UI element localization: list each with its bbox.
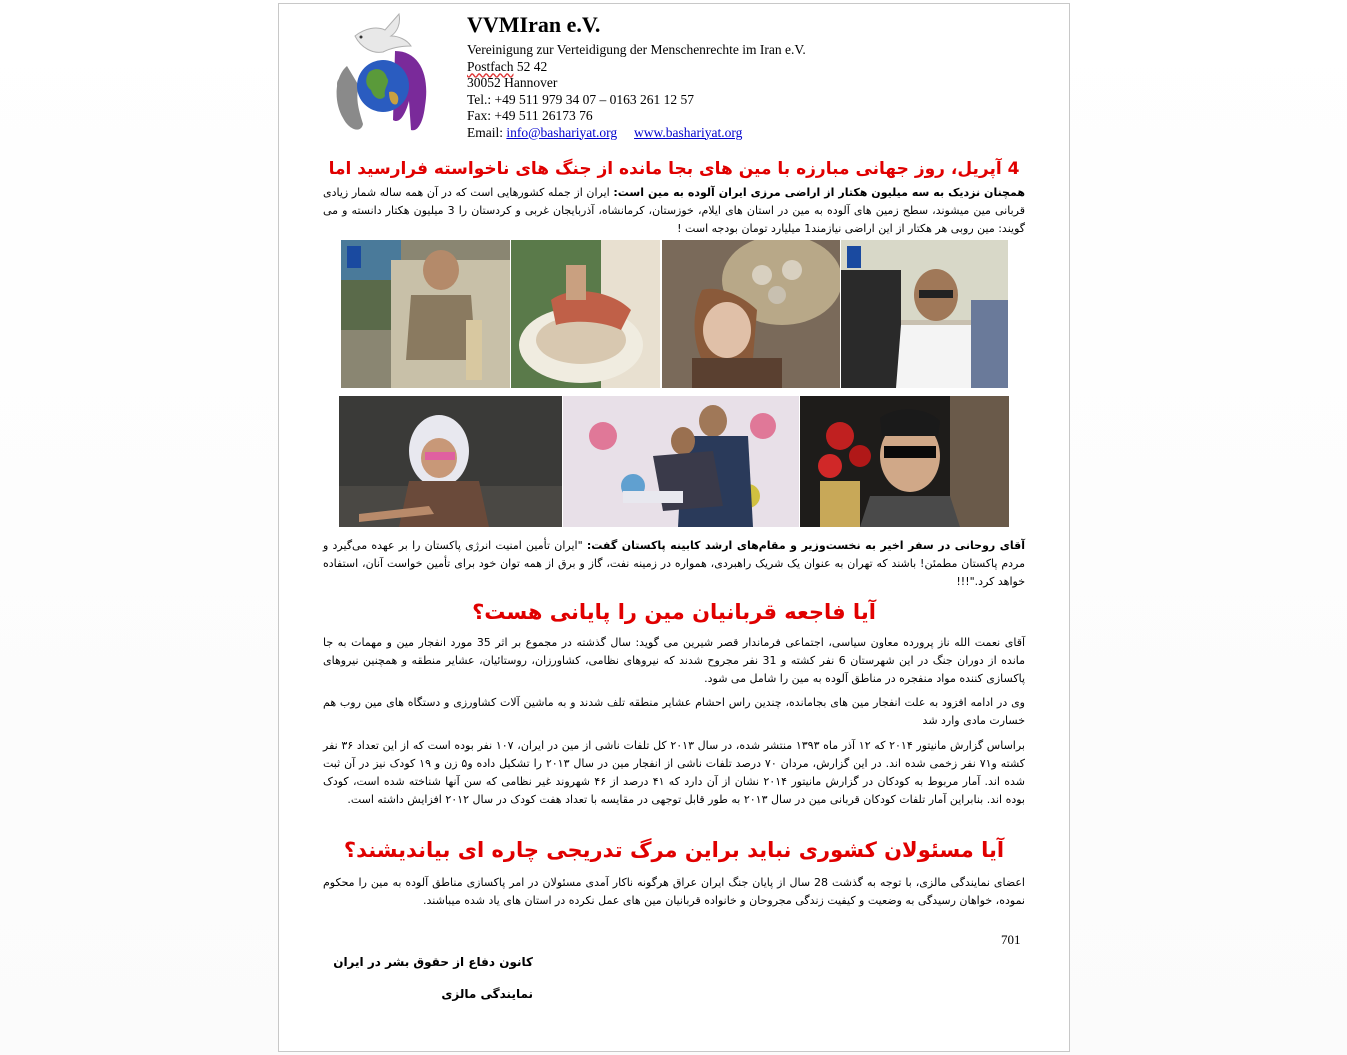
pakistan-text: "ایران تأمین امنیت انرژی پاکستان را بر عهده می‌گیرد و مردم پاکستان مطمئن! باشند که تهران به عنوان یک شریک راهبردی، همواره در زمینه نفت، گاز و برق از همه توان خود برای تأمین خواست آنان، استفاده خواهد کرد."!!!	[323, 539, 1025, 588]
org-contact-block	[467, 12, 806, 141]
intro-bold: همچنان نزدیک به سه میلیون هکتار از اراضی مرزی ایران آلوده به مین است:	[613, 186, 1025, 199]
fax-line: Fax: +49 511 26173 76	[467, 108, 593, 123]
signature-branch: نمایندگی مالزی	[441, 987, 533, 1001]
document-page	[278, 3, 1070, 1052]
signature-organization: کانون دفاع از حقوق بشر در ایران	[333, 955, 533, 969]
paragraph-official-statement: آقای نعمت الله ناز پرورده معاون سیاسی، اجتماعی فرماندار قصر شیرین می گوید: سال گذشته در مجموع بر اثر 35 مورد انفجار مین و مهمات به جا مانده از دوران جنگ در این شهرستان 6 نفر کشته و 31 نفر مجروح شدند که نیروهای نظامی، کشاورزان، روستائیان، عشایر منطقه و همچنین نیروهای پاکسازی کننده مواد منفجره در مناطق آلوده به مین را شامل می شود.	[323, 636, 1026, 685]
postfach-line	[467, 59, 806, 76]
org-full-name: Vereinigung zur Verteidigung der Menschenrechte im Iran e.V.	[467, 42, 806, 57]
pakistan-paragraph	[323, 537, 1025, 591]
intro-text: ایران از جمله کشورهایی است که در آن همه ساله شمار زیادی قربانی مین میشوند، سطح زمین های آلوده به مین در استان های ایلام، خوزستان، کرمانشاه، آذربایجان غربی و کردستان را 3 میلیون هکتار دانسته و می گویند: مین روبی هر هکتار از این اراضی نیازمند1 میلیارد تومان بودجه است !	[323, 186, 1025, 235]
vvmiran-logo	[325, 6, 433, 136]
paragraph-livestock-losses: وی در ادامه افزود به علت انفجار مین های بجامانده، چندین راس احشام عشایر منطقه تلف شدند و به ماشین آلات کشاورزی و دستگاه های مین روب هم خسارت مادی وارد شد	[323, 696, 1025, 727]
postfach-number: 52 42	[513, 58, 548, 74]
pakistan-bold: آقای روحانی در سفر اخیر به نخست‌وزیر و مقام‌های ارشد کابینه پاکستان گفت:	[586, 539, 1025, 552]
paragraph-malaysia-representation: اعضای نمایندگی مالزی، با توجه به گذشت 28 سال از پایان جنگ ایران عراق هرگونه ناکار آمدی مسئولان در امر پاکسازی مناطق آلوده به مین را محکوم نموده، خواهان رسیدگی به وضعیت و کیفیت زندگی مجروحان و خانواده قربانیان مین های عمل نکرده در استان های یاد شده میباشند.	[323, 876, 1025, 907]
website-link[interactable]: www.bashariyat.org	[634, 124, 743, 140]
paragraph-monitor-report: براساس گزارش مانیتور ۲۰۱۴ که ۱۲ آذر ماه ۱۳۹۳ منتشر شده، در سال ۲۰۱۳ کل تلفات ناشی از مین در ایران، ۱۰۷ نفر بوده است که از این تعداد ۳۶ نفر کشته و۷۱ نفر زخمی شده اند. در این گزارش، مردان ۷۰ درصد تلفات ناشی از انفجار مین در سال ۲۰۱۳ را تشکیل داده و۵ زن و ۱۹ کودک نیز در آن ثبت شده اند. آمار مربوط به کودکان در گزارش مانیتور ۲۰۱۴ نشان از آن دارد که ۴۱ درصد از ۴۶ شهروند غیر نظامی که سن آنها شناخته شده است، کودک بوده اند. بنابراین آمار تلفات کودکان قربانی مین در سال ۲۰۱۳ به طور قابل توجهی در مقایسه با تعداد هفت کودک در سال ۲۰۱۲ افزایش داشته است.	[323, 739, 1026, 806]
photo-child-carrying-basket	[662, 240, 840, 388]
city-line: 30052 Hannover	[467, 75, 558, 90]
photo-boy-dark-glasses-flowers	[800, 396, 1009, 527]
photo-girl-sunglasses	[339, 396, 562, 527]
headline-officials-action: آیا مسئولان کشوری نباید براین مرگ تدریجی چاره ای بیاندیشند؟	[343, 838, 1005, 862]
intro-paragraph	[323, 184, 1025, 238]
headline-mine-day: 4 آپریل، روز جهانی مبارزه با مین های بجا مانده از جنگ های ناخواسته فرارسید اما	[328, 159, 1020, 179]
email-line	[467, 125, 806, 142]
email-link[interactable]: info@bashariyat.org	[506, 124, 618, 140]
photo-man-prosthetic-leg	[341, 240, 510, 388]
photo-injured-hand-bowl	[511, 240, 660, 388]
photo-men-carrying-injured	[563, 396, 799, 527]
headline-end-of-tragedy: آیا فاجعه قربانیان مین را پایانی هست؟	[472, 600, 876, 624]
document-number: 701	[1001, 932, 1021, 947]
tel-line: Tel.: +49 511 979 34 07 – 0163 261 12 57	[467, 91, 695, 107]
photo-man-with-glasses	[841, 240, 1008, 388]
postfach-word: Postfach	[467, 58, 514, 74]
org-name: VVMIran e.V.	[467, 12, 601, 37]
email-label: Email:	[467, 124, 507, 140]
